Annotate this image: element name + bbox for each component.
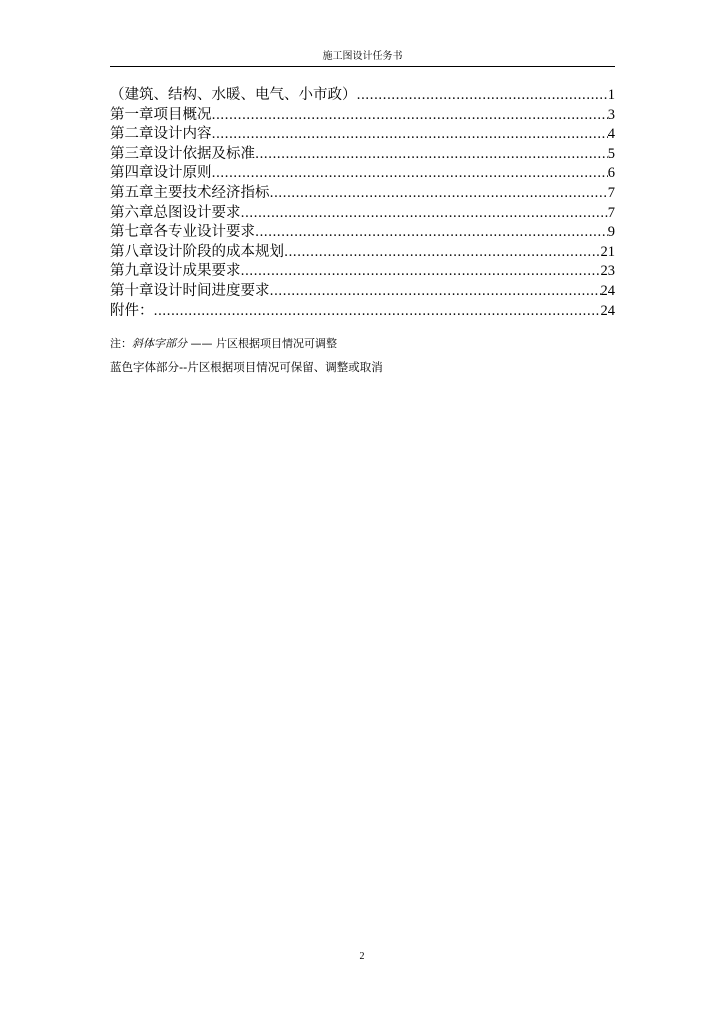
toc-entry-title: 第二章设计内容 [110, 126, 212, 143]
toc-entry[interactable] [110, 145, 615, 165]
toc-entry-page: 4 [607, 126, 615, 143]
toc-entry-title: 第五章主要技术经济指标 [110, 184, 270, 201]
toc-leader-dots [212, 125, 608, 145]
toc-entry-title: 第三章设计依据及标准 [110, 145, 255, 162]
toc-leader-dots [357, 86, 608, 106]
toc-entry[interactable] [110, 204, 615, 224]
toc-leader-dots [241, 262, 601, 282]
italic-note [110, 336, 615, 351]
toc-entry-title: 第一章项目概况 [110, 106, 212, 123]
toc-entry-title: 第十章设计时间进度要求 [110, 282, 270, 299]
toc-leader-dots [255, 145, 608, 165]
toc-leader-dots [270, 184, 608, 204]
toc-entry[interactable] [110, 106, 615, 126]
toc-leader-dots [154, 302, 601, 322]
note-suffix: —— 片区根据项目情况可调整 [187, 337, 337, 350]
header-divider [110, 66, 615, 67]
toc-leader-dots [241, 204, 608, 224]
toc-entry[interactable] [110, 223, 615, 243]
toc-entry-title: 第四章设计原则 [110, 165, 212, 182]
note-italic-text: 斜体字部分 [132, 337, 187, 350]
toc-entry-page: 24 [600, 282, 615, 299]
toc-leader-dots [212, 164, 608, 184]
toc-leader-dots [270, 282, 601, 302]
toc-entry-page: 1 [607, 87, 615, 103]
toc-entry[interactable] [110, 125, 615, 145]
toc-entry[interactable] [110, 282, 615, 302]
page-header-title: 施工图设计任务书 [322, 51, 403, 62]
toc-entry-title: （建筑、结构、水暖、电气、小市政） [110, 87, 357, 103]
toc-entry[interactable] [110, 184, 615, 204]
toc-entry-title: 附件： [110, 302, 154, 319]
toc-leader-dots [212, 106, 608, 126]
toc-entry[interactable] [110, 243, 615, 263]
toc-entry-page: 23 [600, 263, 615, 280]
toc-entry[interactable] [110, 164, 615, 184]
table-of-contents [110, 86, 615, 321]
toc-entry-page: 3 [607, 106, 615, 123]
toc-entry[interactable] [110, 262, 615, 282]
toc-entry-page: 24 [600, 302, 615, 319]
toc-entry-title: 第六章总图设计要求 [110, 204, 241, 221]
toc-entry-title: 第八章设计阶段的成本规划 [110, 243, 284, 260]
toc-leader-dots [255, 223, 608, 243]
note-prefix: 注： [110, 337, 132, 350]
toc-entry[interactable] [110, 86, 615, 106]
blue-font-note: 蓝色字体部分--片区根据项目情况可保留、调整或取消 [110, 360, 383, 374]
page-number: 2 [359, 951, 365, 962]
toc-entry[interactable] [110, 302, 615, 322]
toc-leader-dots [284, 243, 601, 263]
toc-entry-title: 第七章各专业设计要求 [110, 224, 255, 241]
toc-entry-page: 21 [600, 243, 615, 260]
toc-entry-page: 7 [607, 184, 615, 201]
toc-entry-page: 9 [607, 224, 615, 241]
toc-entry-page: 5 [607, 145, 615, 162]
toc-entry-page: 7 [607, 204, 615, 221]
toc-entry-page: 6 [607, 165, 615, 182]
toc-entry-title: 第九章设计成果要求 [110, 263, 241, 280]
